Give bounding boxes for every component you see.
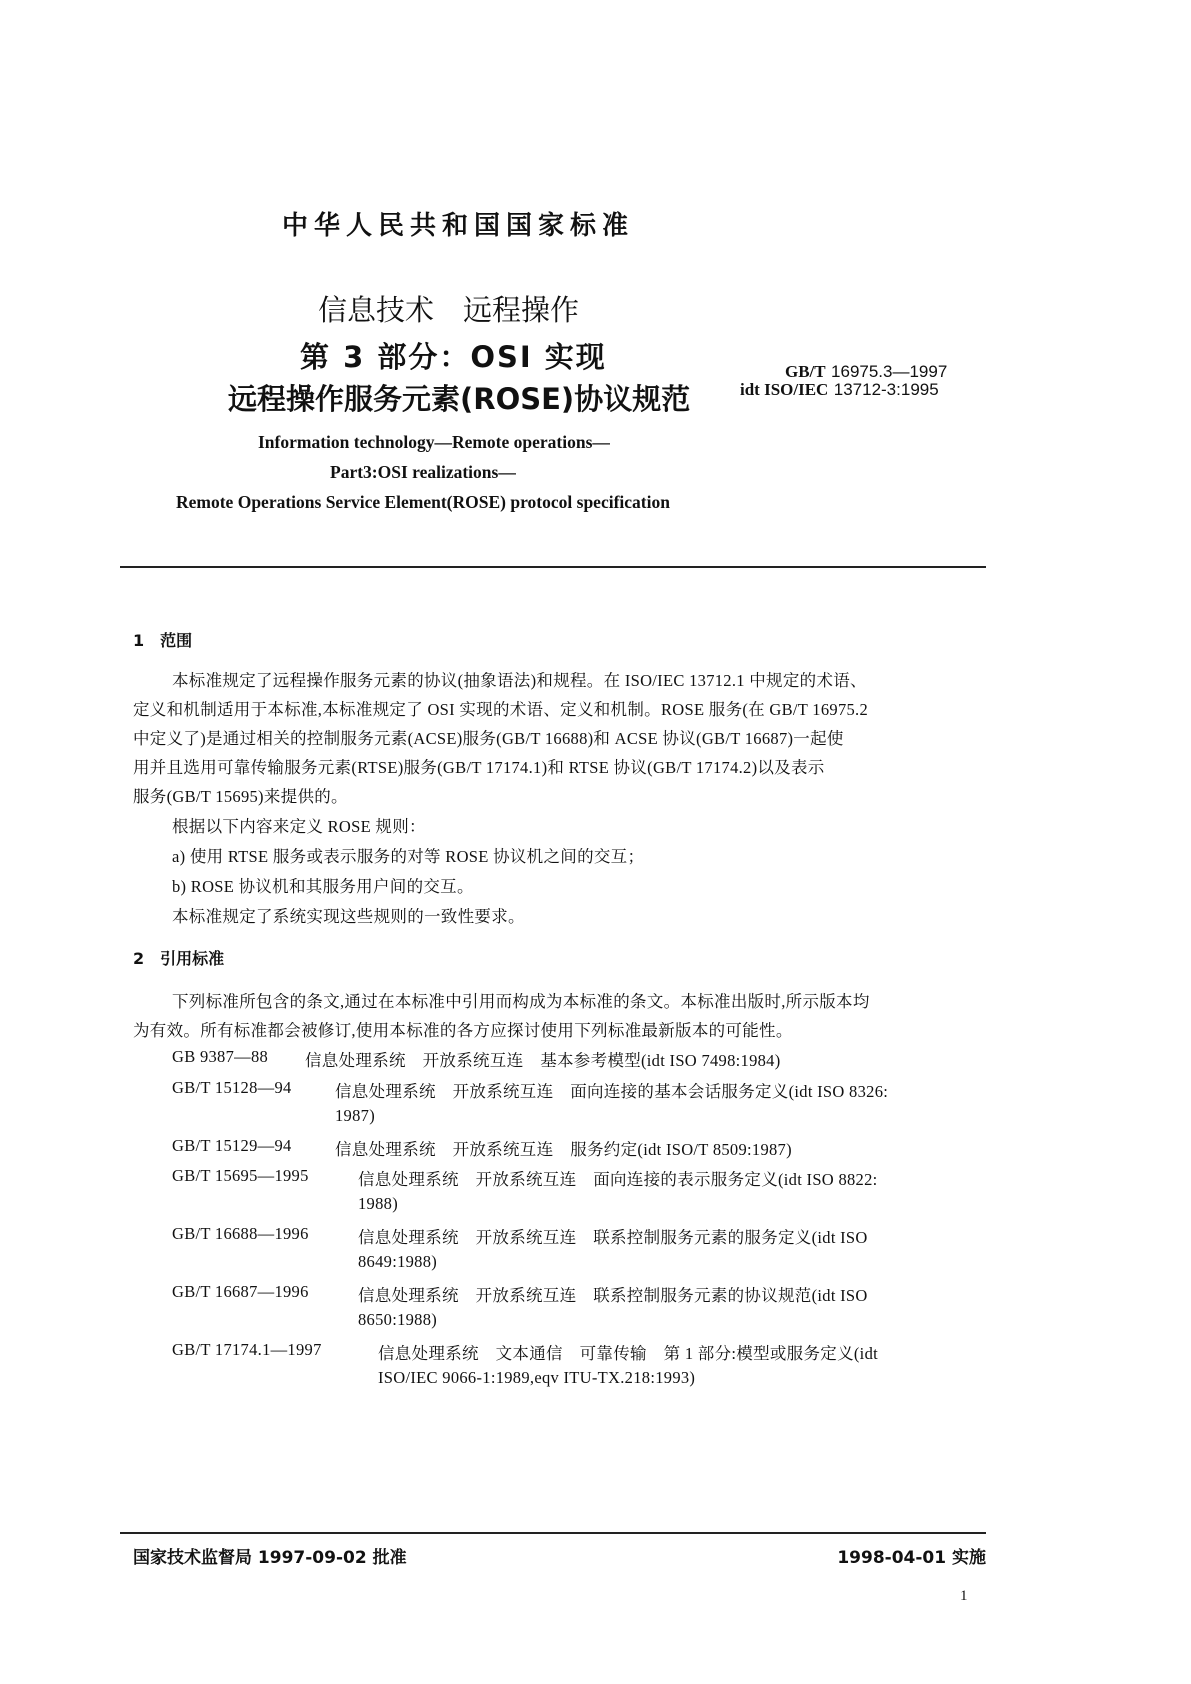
reference-code: GB 9387—88 [172, 1047, 269, 1066]
code-prefix: GB/T [785, 362, 826, 381]
paragraph-line: 下列标准所包含的条文,通过在本标准中引用而构成为本标准的条文。本标准出版时,所示版本均 [172, 992, 870, 1011]
standard-code [785, 362, 947, 382]
section-2-heading: 2 引用标准 [133, 949, 225, 968]
reference-code: GB/T 17174.1—1997 [172, 1340, 322, 1359]
idt-number: 13712-3:1995 [833, 380, 939, 399]
reference-text-cont: ISO/IEC 9066-1:1989,eqv ITU-TX.218:1993) [378, 1368, 696, 1387]
title-cn-line2: 第 3 部分：OSI 实现 [300, 340, 607, 374]
reference-text: 信息处理系统 文本通信 可靠传输 第 1 部分:模型或服务定义(idt [378, 1344, 878, 1363]
paragraph-line: 为有效。所有标准都会被修订,使用本标准的各方应探讨使用下列标准最新版本的可能性。 [133, 1021, 793, 1040]
section-1-heading: 1 范围 [133, 631, 193, 650]
footer-divider [120, 1532, 986, 1534]
title-cn-line1: 信息技术 远程操作 [318, 293, 580, 327]
reference-text: 信息处理系统 开放系统互连 联系控制服务元素的协议规范(idt ISO [358, 1286, 868, 1305]
reference-text: 信息处理系统 开放系统互连 联系控制服务元素的服务定义(idt ISO [358, 1228, 868, 1247]
paragraph-line: 定义和机制适用于本标准,本标准规定了 OSI 实现的术语、定义和机制。ROSE 服务(在 GB/T 16975.2 [133, 700, 869, 719]
reference-text-cont: 8650:1988) [358, 1310, 438, 1329]
paragraph-line: 本标准规定了系统实现这些规则的一致性要求。 [172, 907, 525, 926]
title-cn-line3: 远程操作服务元素(ROSE)协议规范 [228, 382, 691, 416]
approval-date: 国家技术监督局 1997-09-02 批准 [133, 1548, 407, 1568]
paragraph-line: 用并且选用可靠传输服务元素(RTSE)服务(GB/T 17174.1)和 RTSE 协议(GB/T 17174.2)以及表示 [133, 758, 825, 777]
reference-text: 信息处理系统 开放系统互连 面向连接的表示服务定义(idt ISO 8822: [358, 1170, 878, 1189]
paragraph-line: 根据以下内容来定义 ROSE 规则： [172, 817, 426, 836]
header-divider [120, 566, 986, 568]
title-en-line3: Remote Operations Service Element(ROSE) protocol specification [176, 492, 670, 512]
reference-text-cont: 8649:1988) [358, 1252, 438, 1271]
reference-code: GB/T 15695—1995 [172, 1166, 309, 1185]
paragraph-line: 中定义了)是通过相关的控制服务元素(ACSE)服务(GB/T 16688)和 ACSE 协议(GB/T 16687)一起使 [133, 729, 844, 748]
paragraph-line: 服务(GB/T 15695)来提供的。 [133, 787, 348, 806]
title-en-line1: Information technology—Remote operations— [258, 432, 610, 452]
title-en-line2: Part3:OSI realizations— [330, 462, 516, 482]
national-standard-label: 中华人民共和国国家标准 [282, 211, 635, 241]
reference-text: 信息处理系统 开放系统互连 基本参考模型(idt ISO 7498:1984) [305, 1051, 781, 1070]
reference-code: GB/T 15128—94 [172, 1078, 292, 1097]
implementation-date: 1998-04-01 实施 [837, 1548, 986, 1568]
list-item-a: a) 使用 RTSE 服务或表示服务的对等 ROSE 协议机之间的交互； [172, 847, 645, 866]
reference-code: GB/T 16687—1996 [172, 1282, 309, 1301]
reference-text-cont: 1987) [335, 1106, 375, 1125]
idt-code [740, 380, 939, 400]
reference-code: GB/T 16688—1996 [172, 1224, 309, 1243]
code-number: 16975.3—1997 [831, 362, 948, 381]
list-item-b: b) ROSE 协议机和其服务用户间的交互。 [172, 877, 474, 896]
reference-text: 信息处理系统 开放系统互连 面向连接的基本会话服务定义(idt ISO 8326: [335, 1082, 889, 1101]
idt-prefix: idt ISO/IEC [740, 380, 829, 399]
reference-text: 信息处理系统 开放系统互连 服务约定(idt ISO/T 8509:1987) [335, 1140, 792, 1159]
reference-code: GB/T 15129—94 [172, 1136, 292, 1155]
page-number: 1 [960, 1588, 968, 1604]
paragraph-line: 本标准规定了远程操作服务元素的协议(抽象语法)和规程。在 ISO/IEC 13712.1 中规定的术语、 [172, 671, 867, 690]
reference-text-cont: 1988) [358, 1194, 398, 1213]
